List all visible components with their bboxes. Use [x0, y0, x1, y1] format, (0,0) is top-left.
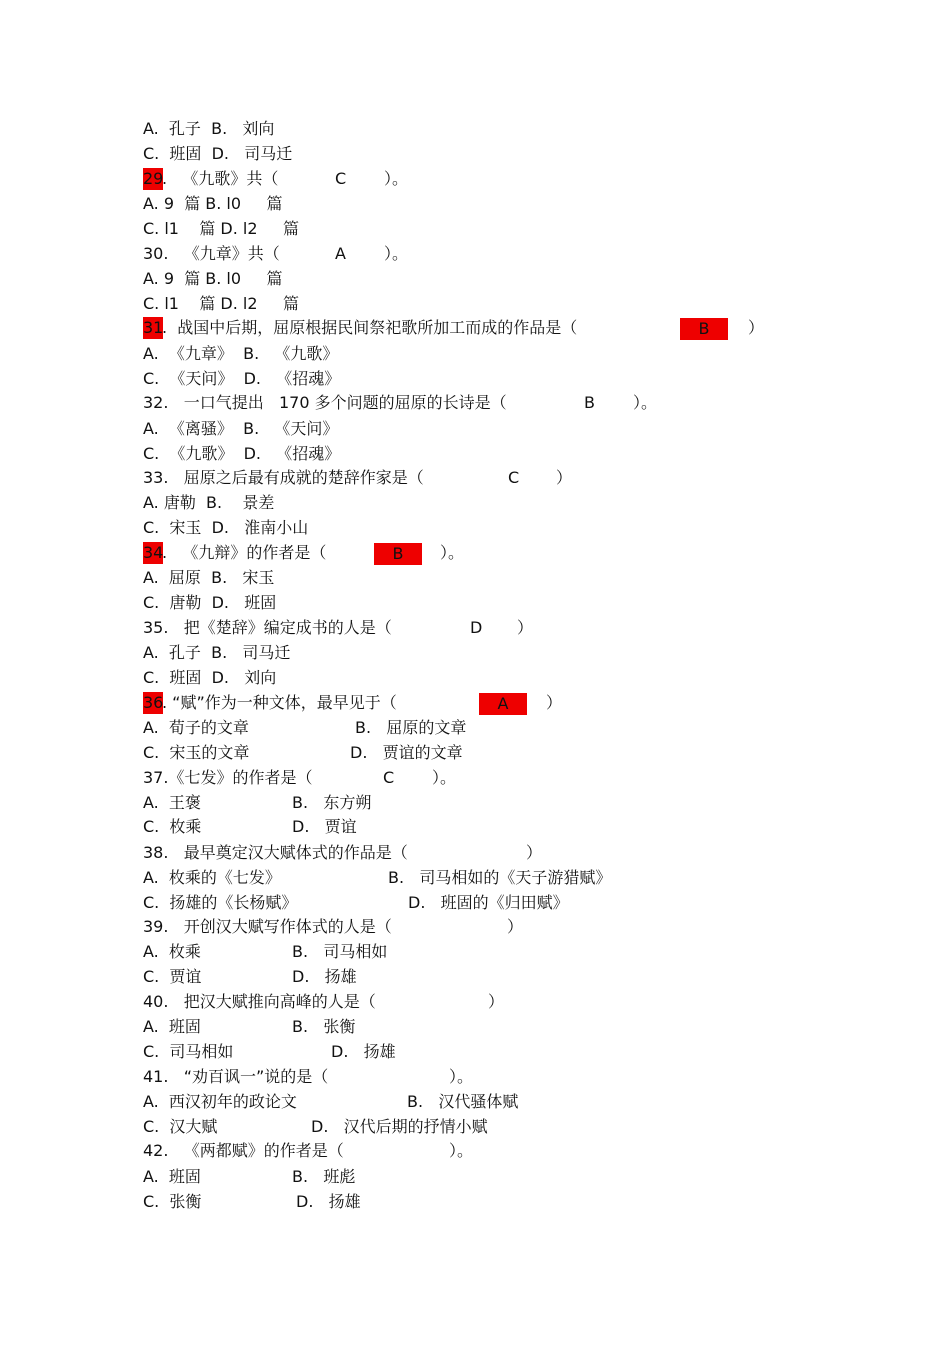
option-c: C. 扬雄的《长杨赋》: [143, 893, 298, 912]
answer-letter: B: [584, 393, 595, 412]
options-text: A. 孔子 B. 司马迁: [143, 643, 291, 662]
option-c: C. 司马相如: [143, 1042, 234, 1061]
option-c: C. 宋玉的文章: [143, 743, 250, 762]
options-text: C. 《九歌》 D. 《招魂》: [143, 444, 341, 463]
question-text-end: ）。: [633, 393, 658, 412]
question-number-highlight: 31: [143, 318, 164, 337]
option-c: C. 贾谊: [143, 967, 202, 986]
question-text: . 《九歌》共（: [162, 169, 279, 188]
option-b: B. 张衡: [292, 1017, 356, 1036]
option-a: A. 西汉初年的政论文: [143, 1092, 297, 1111]
question-text-end: ）: [748, 318, 765, 337]
options-text: A. 9 篇 B. l0 篇: [143, 269, 283, 288]
question-text: 37.《七发》的作者是（: [143, 768, 313, 787]
answer-letter: C: [335, 169, 347, 188]
option-a: A. 班固: [143, 1017, 201, 1036]
options-text: C. l1 篇 D. l2 篇: [143, 294, 299, 313]
question-text-end: ）。: [384, 244, 409, 263]
option-d: D. 贾谊: [292, 817, 357, 836]
option-b: B. 司马相如的《天子游猎赋》: [388, 868, 612, 887]
options-text: C. 《天问》 D. 《招魂》: [143, 369, 341, 388]
question-number-highlight: 34: [143, 543, 164, 562]
options-text: A. 唐勒 B. 景差: [143, 493, 275, 512]
options-text: C. 班固 D. 刘向: [143, 668, 277, 687]
question-text-end: ）。: [449, 1067, 474, 1086]
option-d: D. 班固的《归田赋》: [408, 893, 569, 912]
option-d: D. 扬雄: [296, 1192, 361, 1211]
question-text-end: ）: [488, 992, 505, 1011]
options-text: C. 班固 D. 司马迁: [143, 144, 293, 163]
option-b: B. 东方朔: [292, 793, 372, 812]
options-text: C. 宋玉 D. 淮南小山: [143, 518, 309, 537]
answer-letter: D: [470, 618, 483, 637]
option-a: A. 班固: [143, 1167, 201, 1186]
option-a: A. 枚乘的《七发》: [143, 868, 281, 887]
answer-letter: C: [383, 768, 395, 787]
option-b: B. 班彪: [292, 1167, 356, 1186]
question-text: 39. 开创汉大赋写作体式的人是（: [143, 917, 392, 936]
question-text: 30. 《九章》共（: [143, 244, 280, 263]
question-text-end: ）。: [384, 169, 409, 188]
option-d: D. 扬雄: [292, 967, 357, 986]
question-text: 38. 最早奠定汉大赋体式的作品是（: [143, 843, 408, 862]
option-b: B. 汉代骚体赋: [407, 1092, 519, 1111]
question-text-end: ）。: [449, 1141, 474, 1160]
question-text: 40. 把汉大赋推向高峰的人是（: [143, 992, 376, 1011]
question-text-end: ）: [546, 693, 563, 712]
answer-letter: C: [508, 468, 520, 487]
option-a: A. 王褒: [143, 793, 201, 812]
option-d: D. 贾谊的文章: [350, 743, 463, 762]
answer-highlight-box: B: [374, 543, 422, 565]
option-b: B. 屈原的文章: [355, 718, 467, 737]
options-text: A. 9 篇 B. l0 篇: [143, 194, 283, 213]
option-b: B. 司马相如: [292, 942, 388, 961]
options-text: C. l1 篇 D. l2 篇: [143, 219, 299, 238]
options-text: C. 唐勒 D. 班固: [143, 593, 277, 612]
question-text-end: ）: [507, 917, 524, 936]
question-text: 32. 一口气提出 170 多个问题的屈原的长诗是（: [143, 393, 507, 412]
question-text: 35. 把《楚辞》编定成书的人是（: [143, 618, 392, 637]
option-a: A. 枚乘: [143, 942, 201, 961]
question-text: 33. 屈原之后最有成就的楚辞作家是（: [143, 468, 424, 487]
question-text-end: ）: [517, 618, 534, 637]
options-text: A. 《九章》 B. 《九歌》: [143, 344, 339, 363]
question-text-end: ）: [556, 468, 573, 487]
option-c: C. 张衡: [143, 1192, 202, 1211]
option-d: D. 扬雄: [331, 1042, 396, 1061]
answer-highlight-box: A: [479, 693, 527, 715]
options-text: A. 屈原 B. 宋玉: [143, 568, 275, 587]
question-text: 42. 《两都赋》的作者是（: [143, 1141, 344, 1160]
answer-letter: A: [335, 244, 346, 263]
answer-highlight-box: B: [680, 318, 728, 340]
question-text-end: ）: [526, 843, 543, 862]
question-text: 41. “劝百讽一”说的是（: [143, 1067, 329, 1086]
options-text: A. 孔子 B. 刘向: [143, 119, 275, 138]
question-text: . 《九辩》的作者是（: [162, 543, 327, 562]
question-number-highlight: 29: [143, 169, 164, 188]
option-c: C. 汉大赋: [143, 1117, 218, 1136]
option-c: C. 枚乘: [143, 817, 202, 836]
option-a: A. 荀子的文章: [143, 718, 249, 737]
question-number-highlight: 36: [143, 693, 164, 712]
option-d: D. 汉代后期的抒情小赋: [311, 1117, 488, 1136]
question-text-end: ）。: [432, 768, 457, 787]
question-text: . “赋”作为一种文体，最早见于（: [162, 693, 397, 712]
options-text: A. 《离骚》 B. 《天问》: [143, 419, 339, 438]
question-text: . 战国中后期，屈原根据民间祭祀歌所加工而成的作品是（: [162, 318, 578, 337]
question-text-end: ）。: [440, 543, 465, 562]
